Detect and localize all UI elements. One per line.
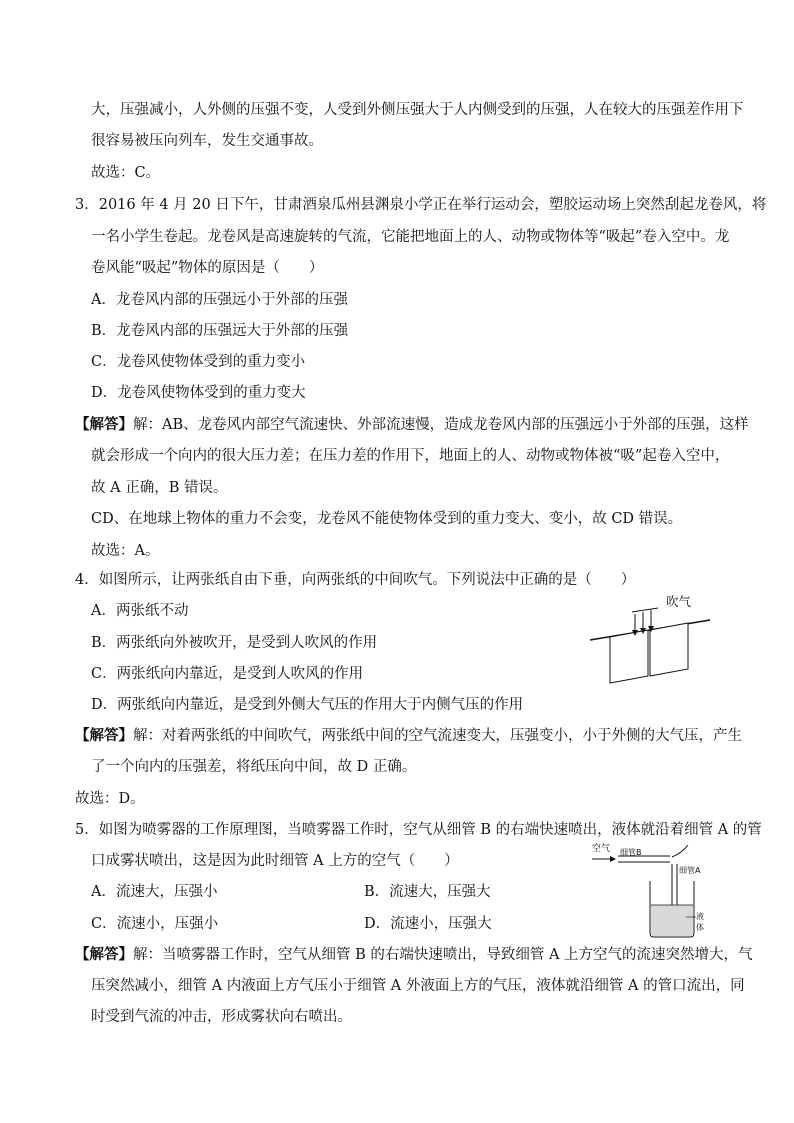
q5-answer-tag: 【解答】 (75, 946, 133, 963)
q4-option-a: A．两张纸不动 (91, 603, 189, 619)
q4-answer-line-2: 了一个向内的压强差，将纸压向中间，故 D 正确。 (91, 759, 417, 775)
q3-answer-line-1 (75, 415, 749, 435)
q5-figure-tube-b-label: 细管B (620, 848, 642, 857)
q5-stem-line-1: 5．如图为喷雾器的工作原理图，当喷雾器工作时，空气从细管 B 的右端快速喷出，液体就沿着细管 A 的管 (75, 822, 762, 838)
q5-option-a: A．流速大，压强小 (91, 884, 218, 900)
q5-answer-line-3: 时受到气流的冲击，形成雾状向右喷出。 (91, 1009, 352, 1025)
prev-choice: 故选：C。 (91, 165, 161, 181)
q4-stem: 4．如图所示，让两张纸自由下垂，向两张纸的中间吹气。下列说法中正确的是（ ） (75, 572, 636, 588)
q3-choice: 故选：A。 (91, 543, 160, 559)
q5-figure-air-label: 空气 (592, 844, 611, 854)
q4-figure (588, 590, 714, 690)
q5-answer-line-1 (75, 945, 753, 965)
q4-option-b: B．两张纸向外被吹开，是受到人吹风的作用 (91, 635, 378, 651)
q3-answer-line-3: 故 A 正确，B 错误。 (91, 480, 228, 496)
q5-figure-liquid-label: 液体 (696, 912, 704, 932)
q4-answer-line-1 (75, 726, 742, 746)
q4-answer-tag: 【解答】 (75, 727, 133, 744)
q5-answer-text-1: 解：当喷雾器工作时，空气从细管 B 的右端快速喷出，导致细管 A 上方空气的流速突然增大，气 (133, 947, 753, 963)
q3-option-b: B．龙卷风内部的压强远大于外部的压强 (91, 323, 349, 339)
q4-figure-label: 吹气 (666, 594, 692, 609)
paper-blow-diagram (588, 590, 714, 690)
q3-answer-line-2: 就会形成一个向内的很大压力差；在压力差的作用下，地面上的人、动物或物体被“吸”起卷入空中， (91, 448, 730, 464)
q3-stem-line-2: 一名小学生卷起。龙卷风是高速旋转的气流，它能把地面上的人、动物或物体等“吸起”卷入空中。龙 (91, 229, 730, 245)
q5-figure-tube-a-label: 细管A (679, 866, 701, 875)
q5-answer-line-2: 压突然减小，细管 A 内液面上方气压小于细管 A 外液面上方的气压，液体就沿细管 A 的管口流出，同 (91, 978, 745, 994)
q3-stem-line-3: 卷风能“吸起”物体的原因是（ ） (91, 260, 324, 276)
q3-answer-line-4: CD、在地球上物体的重力不会变，龙卷风不能使物体受到的重力变大、变小，故 CD 错误。 (91, 511, 683, 527)
q5-figure (590, 845, 710, 940)
q3-option-a: A．龙卷风内部的压强远小于外部的压强 (91, 292, 348, 308)
q5-option-b: B．流速大，压强大 (364, 884, 491, 900)
q4-option-d: D．两张纸向内靠近，是受到外侧大气压的作用大于内侧气压的作用 (91, 697, 524, 713)
q4-answer-text-1: 解：对着两张纸的中间吹气，两张纸中间的空气流速变大，压强变小，小于外侧的大气压，产生 (133, 728, 742, 744)
q3-answer-text-1: 解：AB、龙卷风内部空气流速快、外部流速慢，造成龙卷风内部的压强远小于外部的压强，这样 (133, 417, 749, 433)
sprayer-diagram (590, 845, 710, 940)
q4-choice: 故选：D。 (75, 791, 145, 807)
prev-answer-line-2: 很容易被压向列车，发生交通事故。 (91, 133, 323, 149)
q3-option-d: D．龙卷风使物体受到的重力变大 (91, 385, 306, 401)
q5-option-d: D．流速小，压强大 (364, 916, 492, 932)
q5-option-c: C．流速小，压强小 (91, 916, 219, 932)
q4-option-c: C．两张纸向内靠近，是受到人吹风的作用 (91, 666, 364, 682)
prev-answer-line-1: 大，压强减小，人外侧的压强不变，人受到外侧压强大于人内侧受到的压强，人在较大的压强差作用下 (91, 102, 744, 118)
q3-stem-line-1: 3．2016 年 4 月 20 日下午，甘肃酒泉瓜州县渊泉小学正在举行运动会，塑胶运动场上突然刮起龙卷风，将 (75, 197, 767, 213)
q5-stem-line-2: 口成雾状喷出，这是因为此时细管 A 上方的空气（ ） (91, 853, 459, 869)
q3-option-c: C．龙卷风使物体受到的重力变小 (91, 354, 306, 370)
q3-answer-tag: 【解答】 (75, 416, 133, 433)
